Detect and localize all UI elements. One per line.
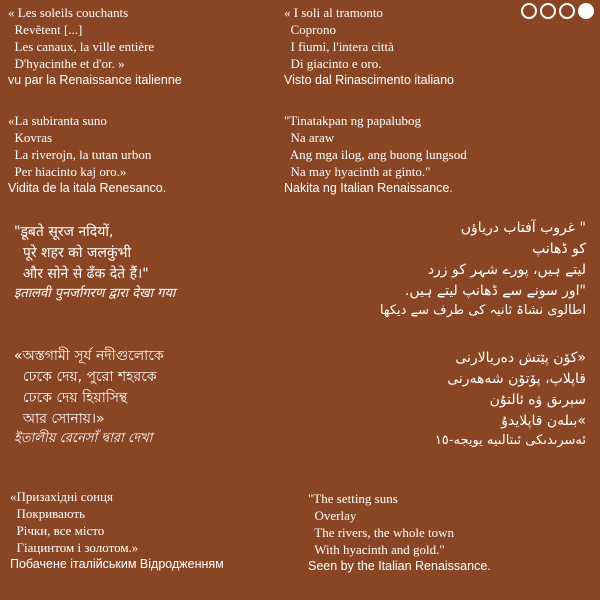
urdu-poem: " غروب آفتاب دریاؤں کو ڈھانپ لیتے ہیں، پورے شہر کو زرد "اور سونے سے ڈھانپ لیتے ہیں. (404, 220, 586, 299)
ukrainian-caption: Побачене італійським Відродженням (10, 557, 224, 571)
french-block (8, 4, 182, 89)
tagalog-poem: "Tinatakpan ng papalubog Na araw Ang mga ilog, ang buong lungsod Na may hyacinth at ginto." (284, 113, 467, 179)
tagalog-caption: Nakita ng Italian Renaissance. (284, 181, 453, 195)
english-block (308, 490, 491, 575)
english-poem: "The setting suns Overlay The rivers, the whole town With hyacinth and gold." (308, 491, 454, 557)
bengali-block (14, 346, 164, 448)
bengali-poem: «অস্তগামী সূর্য নদীগুলোকে ঢেকে দেয়, পুরো শহরকে ঢেকে দেয় হিয়াসিন্থ আর সোনায়।» (14, 348, 164, 427)
esperanto-poem: «La subiranta suno Kovras La riverojn, la tutan urbon Per hiacinto kaj oro.» (8, 113, 152, 179)
italian-block (284, 4, 454, 89)
esperanto-caption: Vidita de la itala Renesanco. (8, 181, 167, 195)
ukrainian-poem: «Призахідні сонця Покривають Річки, все місто Гіацинтом і золотом.» (10, 489, 139, 555)
bengali-caption: ইতালীয় রেনেসাঁ দ্বারা দেখা (14, 431, 153, 446)
italian-caption: Visto dal Rinascimento italiano (284, 73, 455, 87)
page-dot-2[interactable] (540, 3, 556, 19)
page-dot-3[interactable] (559, 3, 575, 19)
kurdish-caption: ئەسرىدىكى ئىتالىيە يويجە-١٥ (434, 433, 586, 448)
esperanto-block (8, 112, 166, 197)
italian-poem: « I soli al tramonto Coprono I fiumi, l'intera città Di giacinto e oro. (284, 5, 394, 71)
hindi-block (14, 222, 175, 303)
page-dot-1[interactable] (521, 3, 537, 19)
kurdish-poem: «کۆن پێتش دەریالارنی قاپلاپ، پۆتۆن شەهەرنی سېرىق ۋە ئالتۇن »بىلەن قاپلايدۇ (447, 350, 586, 429)
kurdish-block (296, 348, 586, 450)
hindi-caption: इतालवी पुनर्जागरण द्वारा देखा गया (14, 286, 176, 301)
tagalog-block (284, 112, 467, 197)
urdu-caption: اطالوی نشاۃ ثانیہ کی طرف سے دیکھا (379, 303, 586, 318)
hindi-poem: "डूबते सूरज नदियों, पूरे शहर को जलकुंभी और सोने से ढँक देते हैं।" (14, 224, 149, 282)
english-caption: Seen by the Italian Renaissance. (308, 559, 491, 573)
page-dot-4-active[interactable] (578, 3, 594, 19)
french-caption: vu par la Renaissance italienne (8, 73, 182, 87)
ukrainian-block (10, 488, 224, 573)
french-poem: « Les soleils couchants Revêtent [...] Les canaux, la ville entière D'hyacinthe et d'or. » (8, 5, 155, 71)
urdu-block (296, 218, 586, 320)
pagination-dots (521, 3, 594, 19)
